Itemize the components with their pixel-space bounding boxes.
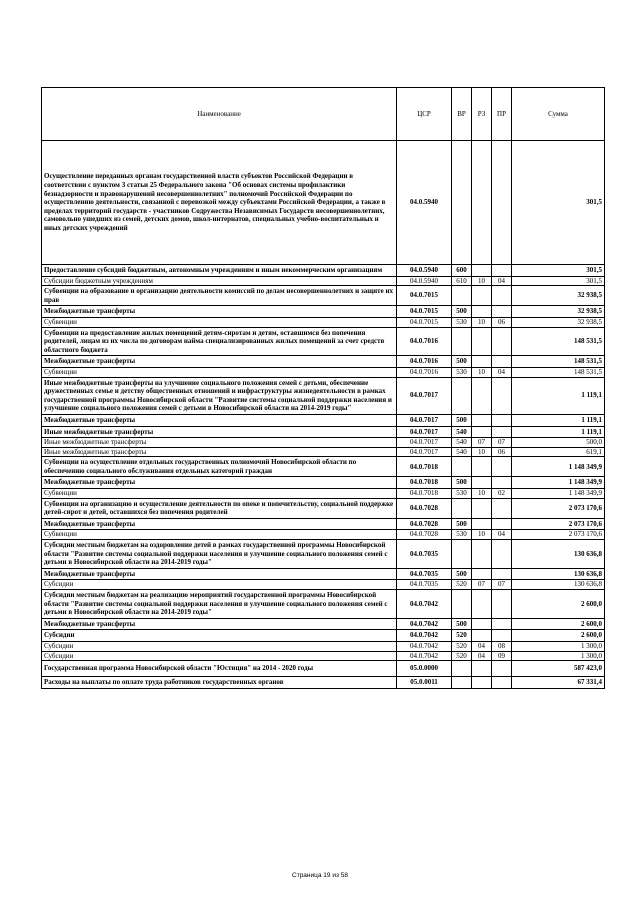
table-row	[42, 477, 605, 489]
row-csr-cell: 04.0.7015	[397, 317, 452, 327]
row-sum-cell: 500,0	[512, 438, 605, 448]
table-row	[42, 141, 605, 265]
row-pr-cell	[492, 477, 512, 489]
row-vr-cell: 500	[452, 518, 472, 530]
table-row	[42, 377, 605, 414]
row-rz-cell	[472, 630, 492, 642]
row-sum-cell: 301,5	[512, 141, 605, 265]
row-pr-cell	[492, 498, 512, 518]
row-pr-cell	[492, 457, 512, 477]
row-sum-cell: 148 531,5	[512, 356, 605, 368]
table-row	[42, 630, 605, 642]
row-vr-cell: 520	[452, 641, 472, 651]
row-name-cell: Осуществление переданных органам государственной власти субъектов Российской Федерации в соответствии с пунктом 3 статьи 25 Федерального закона "Об основах системы профилактики безнадзорности и правонарушений несовершеннолетних" полномочий Российской Федерации по осуществлению деятельности, связанной с перевозкой между субъектами Российской Федерации, а также в пределах территорий государств - участников Содружества Независимых Государств несовершеннолетних, самовольно ушедших из семей, детских домов, школ-интернатов, специальных учебно-воспитательных и иных детских учреждений	[42, 141, 397, 265]
row-sum-cell: 148 531,5	[512, 327, 605, 356]
row-csr-cell: 04.0.7028	[397, 498, 452, 518]
row-vr-cell: 500	[452, 477, 472, 489]
row-rz-cell	[472, 518, 492, 530]
header-csr: ЦСР	[397, 88, 452, 141]
table-row	[42, 317, 605, 327]
row-name-cell: Субвенции	[42, 489, 397, 499]
row-rz-cell	[472, 477, 492, 489]
row-rz-cell: 10	[472, 447, 492, 457]
row-csr-cell: 04.0.7018	[397, 457, 452, 477]
table-row	[42, 540, 605, 569]
row-csr-cell: 04.0.5940	[397, 276, 452, 286]
row-vr-cell	[452, 327, 472, 356]
row-vr-cell	[452, 457, 472, 477]
row-pr-cell	[492, 286, 512, 306]
table-row	[42, 356, 605, 368]
table-row	[42, 327, 605, 356]
row-pr-cell	[492, 356, 512, 368]
header-rz: РЗ	[472, 88, 492, 141]
row-csr-cell: 04.0.7035	[397, 580, 452, 590]
row-sum-cell: 1 119,1	[512, 377, 605, 414]
row-sum-cell: 2 600,0	[512, 630, 605, 642]
row-name-cell: Иные межбюджетные трансферты	[42, 426, 397, 438]
row-pr-cell	[492, 306, 512, 318]
row-rz-cell: 10	[472, 489, 492, 499]
row-name-cell: Субвенции на образование и организацию деятельности комиссий по делам несовершеннолетних и защите их прав	[42, 286, 397, 306]
row-csr-cell: 04.0.7015	[397, 306, 452, 318]
table-row	[42, 590, 605, 619]
row-name-cell: Предоставление субсидий бюджетным, автономным учреждениям и иным некоммерческим организациям	[42, 265, 397, 277]
row-pr-cell	[492, 141, 512, 265]
row-csr-cell: 04.0.7042	[397, 618, 452, 630]
row-name-cell: Субвенции на организацию и осуществление деятельности по опеке и попечительству, социальной поддержке детей-сирот и детей, оставшихся без попечения родителей	[42, 498, 397, 518]
row-csr-cell: 04.0.5940	[397, 141, 452, 265]
row-rz-cell	[472, 426, 492, 438]
row-pr-cell	[492, 677, 512, 689]
row-name-cell: Субсидии бюджетным учреждениям	[42, 276, 397, 286]
row-name-cell: Межбюджетные трансферты	[42, 568, 397, 580]
header-name: Наименование	[42, 88, 397, 141]
row-sum-cell: 1 300,0	[512, 651, 605, 661]
row-name-cell: Расходы на выплаты по оплате труда работников государственных органов	[42, 677, 397, 689]
row-vr-cell: 500	[452, 568, 472, 580]
row-name-cell: Межбюджетные трансферты	[42, 414, 397, 426]
table-row	[42, 286, 605, 306]
table-row	[42, 651, 605, 661]
row-csr-cell: 04.0.7028	[397, 518, 452, 530]
row-vr-cell	[452, 590, 472, 619]
table-row	[42, 438, 605, 448]
row-vr-cell: 500	[452, 618, 472, 630]
row-name-cell: Межбюджетные трансферты	[42, 306, 397, 318]
row-rz-cell	[472, 306, 492, 318]
row-pr-cell	[492, 426, 512, 438]
row-name-cell: Субсидии местным бюджетам на реализацию мероприятий государственной программы Новосибирской области "Развитие системы социальной поддержки населения и улучшение социального положения семей с детьми в Новосибирской области на 2014-2019 годы"	[42, 590, 397, 619]
row-vr-cell: 530	[452, 489, 472, 499]
budget-table	[41, 87, 605, 689]
row-sum-cell: 2 073 170,6	[512, 518, 605, 530]
row-csr-cell: 04.0.7042	[397, 651, 452, 661]
row-csr-cell: 04.0.7017	[397, 447, 452, 457]
table-header-row	[42, 88, 605, 141]
row-csr-cell: 04.0.7016	[397, 327, 452, 356]
row-rz-cell: 10	[472, 367, 492, 377]
header-pr: ПР	[492, 88, 512, 141]
row-rz-cell	[472, 677, 492, 689]
row-rz-cell	[472, 618, 492, 630]
row-csr-cell: 04.0.7017	[397, 377, 452, 414]
row-csr-cell: 04.0.7035	[397, 568, 452, 580]
row-sum-cell: 2 600,0	[512, 618, 605, 630]
row-name-cell: Субвенции	[42, 367, 397, 377]
table-row	[42, 447, 605, 457]
row-sum-cell: 301,5	[512, 276, 605, 286]
row-name-cell: Межбюджетные трансферты	[42, 477, 397, 489]
table-row	[42, 489, 605, 499]
row-name-cell: Субвенции	[42, 317, 397, 327]
row-sum-cell: 2 600,0	[512, 590, 605, 619]
row-sum-cell: 619,1	[512, 447, 605, 457]
table-row	[42, 661, 605, 677]
row-rz-cell	[472, 498, 492, 518]
row-sum-cell: 32 938,5	[512, 286, 605, 306]
row-rz-cell: 07	[472, 580, 492, 590]
page-number: Страница 19 из 58	[292, 872, 348, 879]
row-rz-cell	[472, 568, 492, 580]
header-vr: ВР	[452, 88, 472, 141]
row-rz-cell: 04	[472, 651, 492, 661]
table-row	[42, 276, 605, 286]
table-row	[42, 367, 605, 377]
row-name-cell: Межбюджетные трансферты	[42, 356, 397, 368]
row-csr-cell: 04.0.7042	[397, 630, 452, 642]
row-sum-cell: 32 938,5	[512, 317, 605, 327]
row-csr-cell: 04.0.7035	[397, 540, 452, 569]
row-rz-cell	[472, 540, 492, 569]
row-csr-cell: 04.0.7018	[397, 489, 452, 499]
table-row	[42, 580, 605, 590]
row-pr-cell	[492, 661, 512, 677]
row-csr-cell: 04.0.7028	[397, 530, 452, 540]
table-row	[42, 618, 605, 630]
row-sum-cell: 2 073 170,6	[512, 530, 605, 540]
row-pr-cell	[492, 377, 512, 414]
table-row	[42, 641, 605, 651]
row-sum-cell: 32 938,5	[512, 306, 605, 318]
row-csr-cell: 04.0.7016	[397, 367, 452, 377]
row-rz-cell	[472, 356, 492, 368]
row-vr-cell: 530	[452, 367, 472, 377]
row-sum-cell: 130 636,8	[512, 580, 605, 590]
row-name-cell: Субвенции на предоставление жилых помещений детям-сиротам и детям, оставшимся без попечения родителей, лицам из их числа по договорам найма специализированных жилых помещений за счет средств областного бюджета	[42, 327, 397, 356]
table-row	[42, 265, 605, 277]
row-sum-cell: 130 636,8	[512, 540, 605, 569]
row-pr-cell	[492, 414, 512, 426]
table-body	[42, 141, 605, 689]
row-rz-cell: 07	[472, 438, 492, 448]
row-pr-cell: 09	[492, 651, 512, 661]
row-csr-cell: 04.0.7018	[397, 477, 452, 489]
row-vr-cell: 540	[452, 438, 472, 448]
table-row	[42, 457, 605, 477]
row-csr-cell: 04.0.7017	[397, 414, 452, 426]
row-csr-cell: 04.0.7017	[397, 438, 452, 448]
row-name-cell: Субвенции	[42, 530, 397, 540]
row-name-cell: Иные межбюджетные трансферты	[42, 438, 397, 448]
row-pr-cell: 02	[492, 489, 512, 499]
row-sum-cell: 1 300,0	[512, 641, 605, 651]
row-vr-cell	[452, 540, 472, 569]
row-pr-cell	[492, 568, 512, 580]
row-csr-cell: 04.0.7042	[397, 590, 452, 619]
row-rz-cell: 10	[472, 276, 492, 286]
row-vr-cell	[452, 498, 472, 518]
row-rz-cell	[472, 590, 492, 619]
row-name-cell: Межбюджетные трансферты	[42, 618, 397, 630]
row-rz-cell	[472, 661, 492, 677]
row-pr-cell: 04	[492, 276, 512, 286]
row-pr-cell	[492, 590, 512, 619]
row-vr-cell: 520	[452, 580, 472, 590]
row-pr-cell	[492, 540, 512, 569]
row-vr-cell: 540	[452, 426, 472, 438]
row-rz-cell: 04	[472, 641, 492, 651]
table-row	[42, 498, 605, 518]
row-pr-cell	[492, 265, 512, 277]
row-rz-cell: 10	[472, 530, 492, 540]
row-name-cell: Субсидии	[42, 641, 397, 651]
row-vr-cell: 530	[452, 530, 472, 540]
row-sum-cell: 587 423,0	[512, 661, 605, 677]
row-csr-cell: 04.0.7015	[397, 286, 452, 306]
row-pr-cell: 07	[492, 580, 512, 590]
row-csr-cell: 04.0.7042	[397, 641, 452, 651]
row-name-cell: Субсидии местным бюджетам на оздоровление детей в рамках государственной программы Новосибирской области "Развитие системы социальной поддержки населения и улучшение социального положения семей с детьми в Новосибирской области на 2014-2019 годы"	[42, 540, 397, 569]
row-name-cell: Субсидии	[42, 630, 397, 642]
row-sum-cell: 148 531,5	[512, 367, 605, 377]
table-row	[42, 426, 605, 438]
row-pr-cell	[492, 518, 512, 530]
table-row	[42, 414, 605, 426]
row-sum-cell: 67 331,4	[512, 677, 605, 689]
row-vr-cell	[452, 141, 472, 265]
row-vr-cell	[452, 677, 472, 689]
row-sum-cell: 1 148 349,9	[512, 457, 605, 477]
row-sum-cell: 130 636,8	[512, 568, 605, 580]
row-pr-cell	[492, 327, 512, 356]
row-pr-cell: 06	[492, 447, 512, 457]
row-rz-cell	[472, 457, 492, 477]
row-pr-cell	[492, 630, 512, 642]
row-name-cell: Иные межбюджетные трансферты	[42, 447, 397, 457]
row-rz-cell	[472, 327, 492, 356]
row-sum-cell: 1 148 349,9	[512, 477, 605, 489]
row-vr-cell: 610	[452, 276, 472, 286]
row-vr-cell: 520	[452, 651, 472, 661]
row-vr-cell: 600	[452, 265, 472, 277]
row-rz-cell	[472, 414, 492, 426]
row-sum-cell: 301,5	[512, 265, 605, 277]
row-name-cell: Иные межбюджетные трансферты на улучшение социального положения семей с детьми, обеспечение дружественных семье и детству общественных отношений и инфраструктуры жизнедеятельности в рамках государственной программы Новосибирской области "Развитие системы социальной поддержки населения и улучшение социального положения семей с детьми в Новосибирской области на 2014-2019 годы"	[42, 377, 397, 414]
row-vr-cell	[452, 661, 472, 677]
row-vr-cell: 540	[452, 447, 472, 457]
row-vr-cell	[452, 377, 472, 414]
row-sum-cell: 1 119,1	[512, 426, 605, 438]
row-pr-cell: 06	[492, 317, 512, 327]
row-csr-cell: 04.0.5940	[397, 265, 452, 277]
row-vr-cell: 530	[452, 317, 472, 327]
row-name-cell: Субвенции на осуществление отдельных государственных полномочий Новосибирской области по обеспечению социального обслуживания отдельных категорий граждан	[42, 457, 397, 477]
row-name-cell: Межбюджетные трансферты	[42, 518, 397, 530]
row-name-cell: Государственная программа Новосибирской области "Юстиция" на 2014 - 2020 годы	[42, 661, 397, 677]
row-pr-cell	[492, 618, 512, 630]
row-csr-cell: 05.0.0011	[397, 677, 452, 689]
row-sum-cell: 2 073 170,6	[512, 498, 605, 518]
row-rz-cell	[472, 286, 492, 306]
row-name-cell: Субсидии	[42, 580, 397, 590]
row-sum-cell: 1 119,1	[512, 414, 605, 426]
table-row	[42, 568, 605, 580]
row-rz-cell	[472, 141, 492, 265]
row-csr-cell: 05.0.0000	[397, 661, 452, 677]
header-sum: Сумма	[512, 88, 605, 141]
row-vr-cell: 500	[452, 306, 472, 318]
table-row	[42, 530, 605, 540]
row-name-cell: Субсидии	[42, 651, 397, 661]
row-csr-cell: 04.0.7017	[397, 426, 452, 438]
table-row	[42, 677, 605, 689]
row-pr-cell: 04	[492, 367, 512, 377]
row-vr-cell: 520	[452, 630, 472, 642]
row-pr-cell: 08	[492, 641, 512, 651]
row-csr-cell: 04.0.7016	[397, 356, 452, 368]
row-pr-cell: 04	[492, 530, 512, 540]
row-sum-cell: 1 148 349,9	[512, 489, 605, 499]
row-vr-cell: 500	[452, 356, 472, 368]
row-vr-cell	[452, 286, 472, 306]
row-rz-cell: 10	[472, 317, 492, 327]
row-rz-cell	[472, 377, 492, 414]
row-pr-cell: 07	[492, 438, 512, 448]
row-rz-cell	[472, 265, 492, 277]
table-row	[42, 518, 605, 530]
table-row	[42, 306, 605, 318]
row-vr-cell: 500	[452, 414, 472, 426]
